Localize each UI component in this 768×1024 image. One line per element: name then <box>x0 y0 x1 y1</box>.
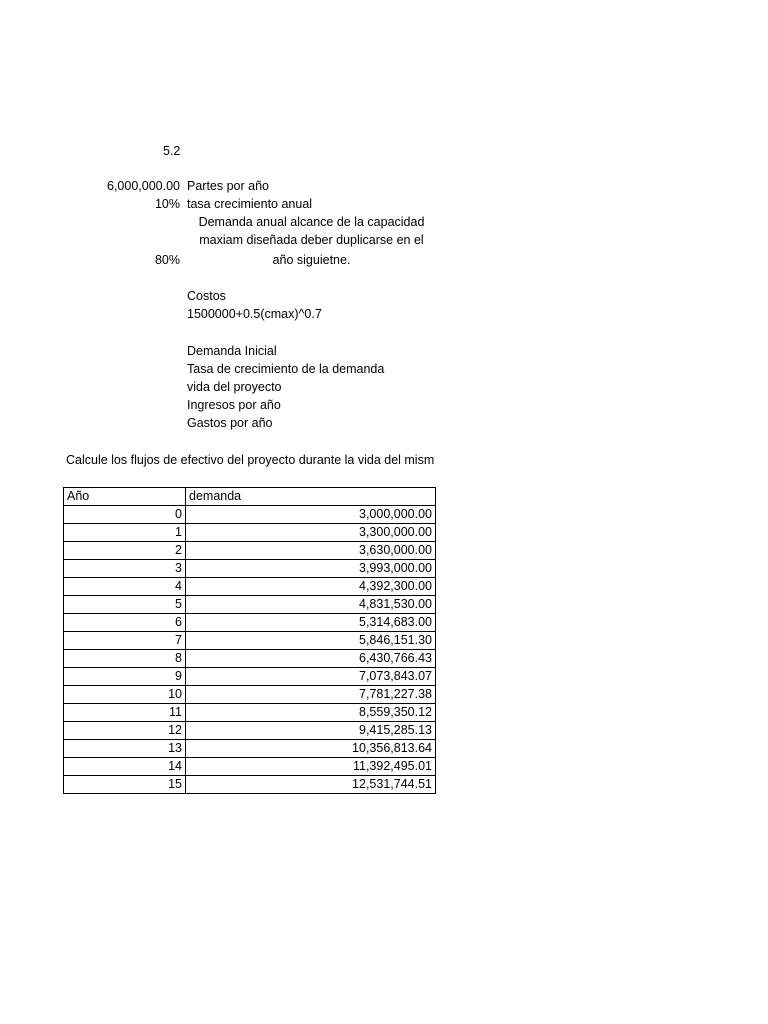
item-initial-demand[interactable]: Demanda Inicial <box>187 344 277 358</box>
year-cell[interactable]: 13 <box>64 740 186 758</box>
table-row <box>64 506 436 524</box>
table-row <box>64 524 436 542</box>
year-cell[interactable]: 2 <box>64 542 186 560</box>
table-row <box>64 740 436 758</box>
parts-label-cell[interactable]: Partes por año <box>187 179 269 193</box>
table-row <box>64 758 436 776</box>
demand-table <box>63 487 436 794</box>
demand-cell[interactable]: 3,300,000.00 <box>186 524 436 542</box>
demand-cell[interactable]: 10,356,813.64 <box>186 740 436 758</box>
growth-value-cell[interactable]: 10% <box>154 197 180 211</box>
demand-cell[interactable]: 7,781,227.38 <box>186 686 436 704</box>
table-row <box>64 596 436 614</box>
year-cell[interactable]: 11 <box>64 704 186 722</box>
demand-cell[interactable]: 6,430,766.43 <box>186 650 436 668</box>
costs-label-cell[interactable]: Costos <box>187 289 226 303</box>
item-demand-growth[interactable]: Tasa de crecimiento de la demanda <box>187 362 385 376</box>
demand-cell[interactable]: 3,000,000.00 <box>186 506 436 524</box>
demand-cell[interactable]: 9,415,285.13 <box>186 722 436 740</box>
question-cell[interactable]: Calcule los flujos de efectivo del proyecto durante la vida del mism <box>66 453 435 467</box>
table-row <box>64 560 436 578</box>
costs-formula-cell[interactable]: 1500000+0.5(cmax)^0.7 <box>187 307 322 321</box>
table-row <box>64 704 436 722</box>
year-cell[interactable]: 15 <box>64 776 186 794</box>
header-year[interactable]: Año <box>64 488 186 506</box>
table-row <box>64 578 436 596</box>
capacity-note-line-1[interactable]: Demanda anual alcance de la capacidad <box>198 215 425 229</box>
table-row <box>64 542 436 560</box>
table-row <box>64 686 436 704</box>
demand-cell[interactable]: 5,846,151.30 <box>186 632 436 650</box>
year-cell[interactable]: 4 <box>64 578 186 596</box>
demand-cell[interactable]: 3,993,000.00 <box>186 560 436 578</box>
year-cell[interactable]: 8 <box>64 650 186 668</box>
section-number[interactable]: 5.2 <box>163 144 181 158</box>
item-project-life[interactable]: vida del proyecto <box>187 380 282 394</box>
demand-cell[interactable]: 4,831,530.00 <box>186 596 436 614</box>
parts-value-cell[interactable]: 6,000,000.00 <box>107 179 180 193</box>
year-cell[interactable]: 12 <box>64 722 186 740</box>
year-cell[interactable]: 3 <box>64 560 186 578</box>
item-expenses-per-year[interactable]: Gastos por año <box>187 416 273 430</box>
table-row <box>64 614 436 632</box>
year-cell[interactable]: 5 <box>64 596 186 614</box>
year-cell[interactable]: 6 <box>64 614 186 632</box>
year-cell[interactable]: 1 <box>64 524 186 542</box>
table-row <box>64 650 436 668</box>
demand-cell[interactable]: 12,531,744.51 <box>186 776 436 794</box>
capacity-note-line-3[interactable]: año siguietne. <box>272 253 351 267</box>
year-cell[interactable]: 0 <box>64 506 186 524</box>
item-income-per-year[interactable]: Ingresos por año <box>187 398 281 412</box>
year-cell[interactable]: 9 <box>64 668 186 686</box>
demand-cell[interactable]: 11,392,495.01 <box>186 758 436 776</box>
year-cell[interactable]: 14 <box>64 758 186 776</box>
year-cell[interactable]: 7 <box>64 632 186 650</box>
table-row <box>64 632 436 650</box>
table-row <box>64 722 436 740</box>
demand-cell[interactable]: 8,559,350.12 <box>186 704 436 722</box>
table-row <box>64 776 436 794</box>
capacity-value-cell[interactable]: 80% <box>154 253 180 267</box>
year-cell[interactable]: 10 <box>64 686 186 704</box>
table-row <box>64 668 436 686</box>
demand-cell[interactable]: 4,392,300.00 <box>186 578 436 596</box>
demand-cell[interactable]: 5,314,683.00 <box>186 614 436 632</box>
growth-label-cell[interactable]: tasa crecimiento anual <box>187 197 313 211</box>
table-header-row <box>64 488 436 506</box>
demand-cell[interactable]: 7,073,843.07 <box>186 668 436 686</box>
demand-cell[interactable]: 3,630,000.00 <box>186 542 436 560</box>
capacity-note-line-2[interactable]: maxiam diseñada deber duplicarse en el <box>199 233 424 247</box>
header-demand[interactable]: demanda <box>186 488 436 506</box>
